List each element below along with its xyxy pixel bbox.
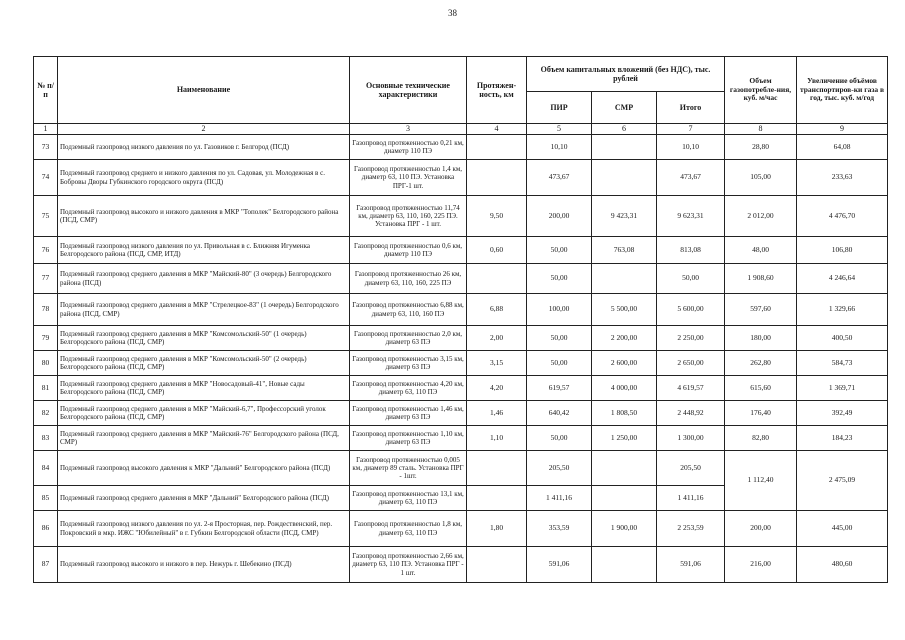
row-pir: 50,00 xyxy=(527,426,592,451)
row-increase: 233,63 xyxy=(797,160,888,196)
row-smr xyxy=(592,547,657,583)
row-number: 80 xyxy=(34,351,58,376)
column-number-row xyxy=(34,124,888,135)
row-pir: 100,00 xyxy=(527,294,592,326)
row-tech: Газопровод протяженностью 0,6 км, диаметр 110 ПЭ xyxy=(350,237,467,264)
row-length: 9,50 xyxy=(467,196,527,237)
row-gas-volume: 615,60 xyxy=(725,376,797,401)
row-name: Подземный газопровод среднего давления в МКР "Майский-76" Белгородского района (ПСД, СМР) xyxy=(58,426,350,451)
row-pir: 10,10 xyxy=(527,135,592,160)
row-smr: 763,08 xyxy=(592,237,657,264)
row-total: 2 448,92 xyxy=(657,401,725,426)
row-pir: 50,00 xyxy=(527,351,592,376)
table-row xyxy=(34,326,888,351)
row-total: 9 623,31 xyxy=(657,196,725,237)
row-number: 79 xyxy=(34,326,58,351)
column-number: 3 xyxy=(350,124,467,135)
row-total: 1 300,00 xyxy=(657,426,725,451)
row-name: Подземный газопровод среднего давления в МКР "Комсомольский-50" (1 очередь) Белгородского района (ПСД, СМР) xyxy=(58,326,350,351)
row-gas-volume: 48,00 xyxy=(725,237,797,264)
row-gas-volume: 105,00 xyxy=(725,160,797,196)
column-number: 7 xyxy=(657,124,725,135)
row-pir: 205,50 xyxy=(527,451,592,486)
column-number: 2 xyxy=(58,124,350,135)
row-gas-volume: 28,80 xyxy=(725,135,797,160)
row-smr: 1 808,50 xyxy=(592,401,657,426)
row-gas-volume: 2 012,00 xyxy=(725,196,797,237)
row-tech: Газопровод протяженностью 0,005 км, диаметр 89 сталь. Установка ПРГ - 1шт. xyxy=(350,451,467,486)
row-pir: 353,59 xyxy=(527,511,592,547)
row-length: 1,10 xyxy=(467,426,527,451)
row-increase: 584,73 xyxy=(797,351,888,376)
row-tech: Газопровод протяженностью 11,74 км, диаметр 63, 110, 160, 225 ПЭ. Установка ПРГ - 1 шт. xyxy=(350,196,467,237)
row-smr: 9 423,31 xyxy=(592,196,657,237)
table-row xyxy=(34,351,888,376)
row-tech: Газопровод протяженностью 13,1 км, диаметр 63, 110 ПЭ xyxy=(350,486,467,511)
row-tech: Газопровод протяженностью 1,46 км, диаметр 63 ПЭ xyxy=(350,401,467,426)
row-number: 76 xyxy=(34,237,58,264)
row-name: Подземный газопровод высокого давления к МКР "Дальний" Белгородского района (ПСД) xyxy=(58,451,350,486)
row-smr xyxy=(592,160,657,196)
row-gas-volume: 1 908,60 xyxy=(725,264,797,294)
row-length xyxy=(467,547,527,583)
row-gas-volume: 176,40 xyxy=(725,401,797,426)
row-length xyxy=(467,451,527,486)
row-tech: Газопровод протяженностью 0,21 км, диаметр 110 ПЭ xyxy=(350,135,467,160)
row-number: 85 xyxy=(34,486,58,511)
row-number: 87 xyxy=(34,547,58,583)
row-smr: 4 000,00 xyxy=(592,376,657,401)
row-pir: 591,06 xyxy=(527,547,592,583)
row-smr: 1 900,00 xyxy=(592,511,657,547)
row-total: 591,06 xyxy=(657,547,725,583)
row-tech: Газопровод протяженностью 1,10 км, диаметр 63 ПЭ xyxy=(350,426,467,451)
table-row xyxy=(34,160,888,196)
row-increase: 184,23 xyxy=(797,426,888,451)
row-number: 74 xyxy=(34,160,58,196)
row-number: 83 xyxy=(34,426,58,451)
row-gas-volume: 597,60 xyxy=(725,294,797,326)
row-total: 50,00 xyxy=(657,264,725,294)
row-name: Подземный газопровод низкого давления по ул. 2-я Просторная, пер. Рождественский, пер. Покровский в мкр. ИЖС "Юбилейный" в г. Губкин Белгородской области (ПСД, СМР) xyxy=(58,511,350,547)
table-row xyxy=(34,426,888,451)
row-total: 205,50 xyxy=(657,451,725,486)
row-smr xyxy=(592,486,657,511)
row-smr: 2 600,00 xyxy=(592,351,657,376)
row-gas-volume: 262,80 xyxy=(725,351,797,376)
row-length xyxy=(467,135,527,160)
row-total: 2 250,00 xyxy=(657,326,725,351)
row-pir: 473,67 xyxy=(527,160,592,196)
row-increase: 64,08 xyxy=(797,135,888,160)
row-total: 5 600,00 xyxy=(657,294,725,326)
row-pir: 50,00 xyxy=(527,264,592,294)
row-tech: Газопровод протяженностью 6,88 км, диаметр 63, 110, 160 ПЭ xyxy=(350,294,467,326)
table-row xyxy=(34,376,888,401)
row-length: 4,20 xyxy=(467,376,527,401)
row-length: 1,46 xyxy=(467,401,527,426)
header-smr: СМР xyxy=(592,92,657,124)
header-total: Итого xyxy=(657,92,725,124)
row-length: 0,60 xyxy=(467,237,527,264)
row-pir: 200,00 xyxy=(527,196,592,237)
header-name: Наименование xyxy=(58,57,350,124)
row-number: 75 xyxy=(34,196,58,237)
row-name: Подземный газопровод среднего давления в МКР "Стрелецкое-83" (1 очередь) Белгородского района (ПСД, СМР) xyxy=(58,294,350,326)
row-total: 473,67 xyxy=(657,160,725,196)
capital-investment-table xyxy=(33,56,888,583)
page-number: 38 xyxy=(448,8,457,18)
row-length xyxy=(467,486,527,511)
column-number: 1 xyxy=(34,124,58,135)
table-row xyxy=(34,196,888,237)
row-increase: 4 246,64 xyxy=(797,264,888,294)
header-pir: ПИР xyxy=(527,92,592,124)
table-row xyxy=(34,451,888,486)
row-name: Подземный газопровод низкого давления по ул. Газовиков г. Белгород (ПСД) xyxy=(58,135,350,160)
row-gas-volume: 180,00 xyxy=(725,326,797,351)
table-row xyxy=(34,264,888,294)
header-no: № п/п xyxy=(34,57,58,124)
row-length: 2,00 xyxy=(467,326,527,351)
header-length: Протяжен-ность, км xyxy=(467,57,527,124)
table-row xyxy=(34,135,888,160)
row-increase: 400,50 xyxy=(797,326,888,351)
header-tech: Основные технические характеристики xyxy=(350,57,467,124)
row-number: 73 xyxy=(34,135,58,160)
row-increase: 4 476,70 xyxy=(797,196,888,237)
row-number: 84 xyxy=(34,451,58,486)
table-row xyxy=(34,237,888,264)
row-name: Подземный газопровод среднего давления в МКР "Комсомольский-50" (2 очередь) Белгородского района (ПСД, СМР) xyxy=(58,351,350,376)
row-tech: Газопровод протяженностью 26 км, диаметр 63, 110, 160, 225 ПЭ xyxy=(350,264,467,294)
row-pir: 50,00 xyxy=(527,326,592,351)
row-name: Подземный газопровод высокого и низкого давления в МКР "Тополек" Белгородского района (ПСД, СМР) xyxy=(58,196,350,237)
column-number: 6 xyxy=(592,124,657,135)
header-capital-group: Объем капитальных вложений (без НДС), тыс. рублей xyxy=(527,57,725,92)
row-name: Подземный газопровод среднего давления в МКР "Дальний" Белгородского района (ПСД) xyxy=(58,486,350,511)
row-number: 86 xyxy=(34,511,58,547)
row-tech: Газопровод протяженностью 2,0 км, диаметр 63 ПЭ xyxy=(350,326,467,351)
row-smr xyxy=(592,264,657,294)
row-increase: 106,80 xyxy=(797,237,888,264)
row-length: 3,15 xyxy=(467,351,527,376)
row-gas-volume: 1 112,40 xyxy=(725,451,797,511)
row-tech: Газопровод протяженностью 2,66 км, диаметр 63, 110 ПЭ. Установка ПРГ - 1 шт. xyxy=(350,547,467,583)
row-tech: Газопровод протяженностью 1,8 км, диаметр 63, 110 ПЭ xyxy=(350,511,467,547)
row-total: 10,10 xyxy=(657,135,725,160)
row-name: Подземный газопровод низкого давления по ул. Привольная в с. Ближняя Игуменка Белгородского района (ПСД, СМР, ИТД) xyxy=(58,237,350,264)
table-row xyxy=(34,547,888,583)
row-number: 81 xyxy=(34,376,58,401)
row-name: Подземный газопровод среднего давления в МКР "Майский-6,7", Профессорский уголок Белгородского района (ПСД, СМР) xyxy=(58,401,350,426)
table-row xyxy=(34,511,888,547)
column-number: 5 xyxy=(527,124,592,135)
header-gas-volume: Объем газопотребле-ния, куб. м/час xyxy=(725,57,797,124)
header-increase: Увеличение объёмов транспортиров-ки газа в год, тыс. куб. м/год xyxy=(797,57,888,124)
row-total: 4 619,57 xyxy=(657,376,725,401)
row-gas-volume: 216,00 xyxy=(725,547,797,583)
row-increase: 480,60 xyxy=(797,547,888,583)
row-gas-volume: 200,00 xyxy=(725,511,797,547)
row-tech: Газопровод протяженностью 4,20 км, диаметр 63, 110 ПЭ xyxy=(350,376,467,401)
row-tech: Газопровод протяженностью 1,4 км, диаметр 63, 110 ПЭ. Установка ПРГ-1 шт. xyxy=(350,160,467,196)
row-smr: 5 500,00 xyxy=(592,294,657,326)
row-total: 1 411,16 xyxy=(657,486,725,511)
row-increase: 392,49 xyxy=(797,401,888,426)
row-name: Подземный газопровод среднего давления в МКР "Майский-80" (3 очередь) Белгородского района (ПСД) xyxy=(58,264,350,294)
row-number: 82 xyxy=(34,401,58,426)
row-increase: 445,00 xyxy=(797,511,888,547)
row-smr xyxy=(592,135,657,160)
table-row xyxy=(34,401,888,426)
column-number: 8 xyxy=(725,124,797,135)
row-increase: 1 329,66 xyxy=(797,294,888,326)
row-pir: 640,42 xyxy=(527,401,592,426)
row-number: 78 xyxy=(34,294,58,326)
row-gas-volume: 82,80 xyxy=(725,426,797,451)
row-increase: 1 369,71 xyxy=(797,376,888,401)
row-name: Подземный газопровод высокого и низкого в пер. Нежурь г. Шебекино (ПСД) xyxy=(58,547,350,583)
row-tech: Газопровод протяженностью 3,15 км, диаметр 63 ПЭ xyxy=(350,351,467,376)
row-number: 77 xyxy=(34,264,58,294)
row-length: 6,88 xyxy=(467,294,527,326)
row-length xyxy=(467,160,527,196)
row-smr: 1 250,00 xyxy=(592,426,657,451)
row-pir: 619,57 xyxy=(527,376,592,401)
row-total: 813,08 xyxy=(657,237,725,264)
row-length xyxy=(467,264,527,294)
row-pir: 50,00 xyxy=(527,237,592,264)
row-smr: 2 200,00 xyxy=(592,326,657,351)
row-total: 2 650,00 xyxy=(657,351,725,376)
row-name: Подземный газопровод среднего давления в МКР "Новосадовый-41", Новые сады Белгородского района (ПСД, СМР) xyxy=(58,376,350,401)
row-name: Подземный газопровод среднего и низкого давления по ул. Садовая, ул. Молодежная в с. Бобровы Дворы Губкинского городского округа (ПСД) xyxy=(58,160,350,196)
row-smr xyxy=(592,451,657,486)
column-number: 4 xyxy=(467,124,527,135)
column-number: 9 xyxy=(797,124,888,135)
table-row xyxy=(34,294,888,326)
row-increase: 2 475,09 xyxy=(797,451,888,511)
row-length: 1,80 xyxy=(467,511,527,547)
row-pir: 1 411,16 xyxy=(527,486,592,511)
row-total: 2 253,59 xyxy=(657,511,725,547)
